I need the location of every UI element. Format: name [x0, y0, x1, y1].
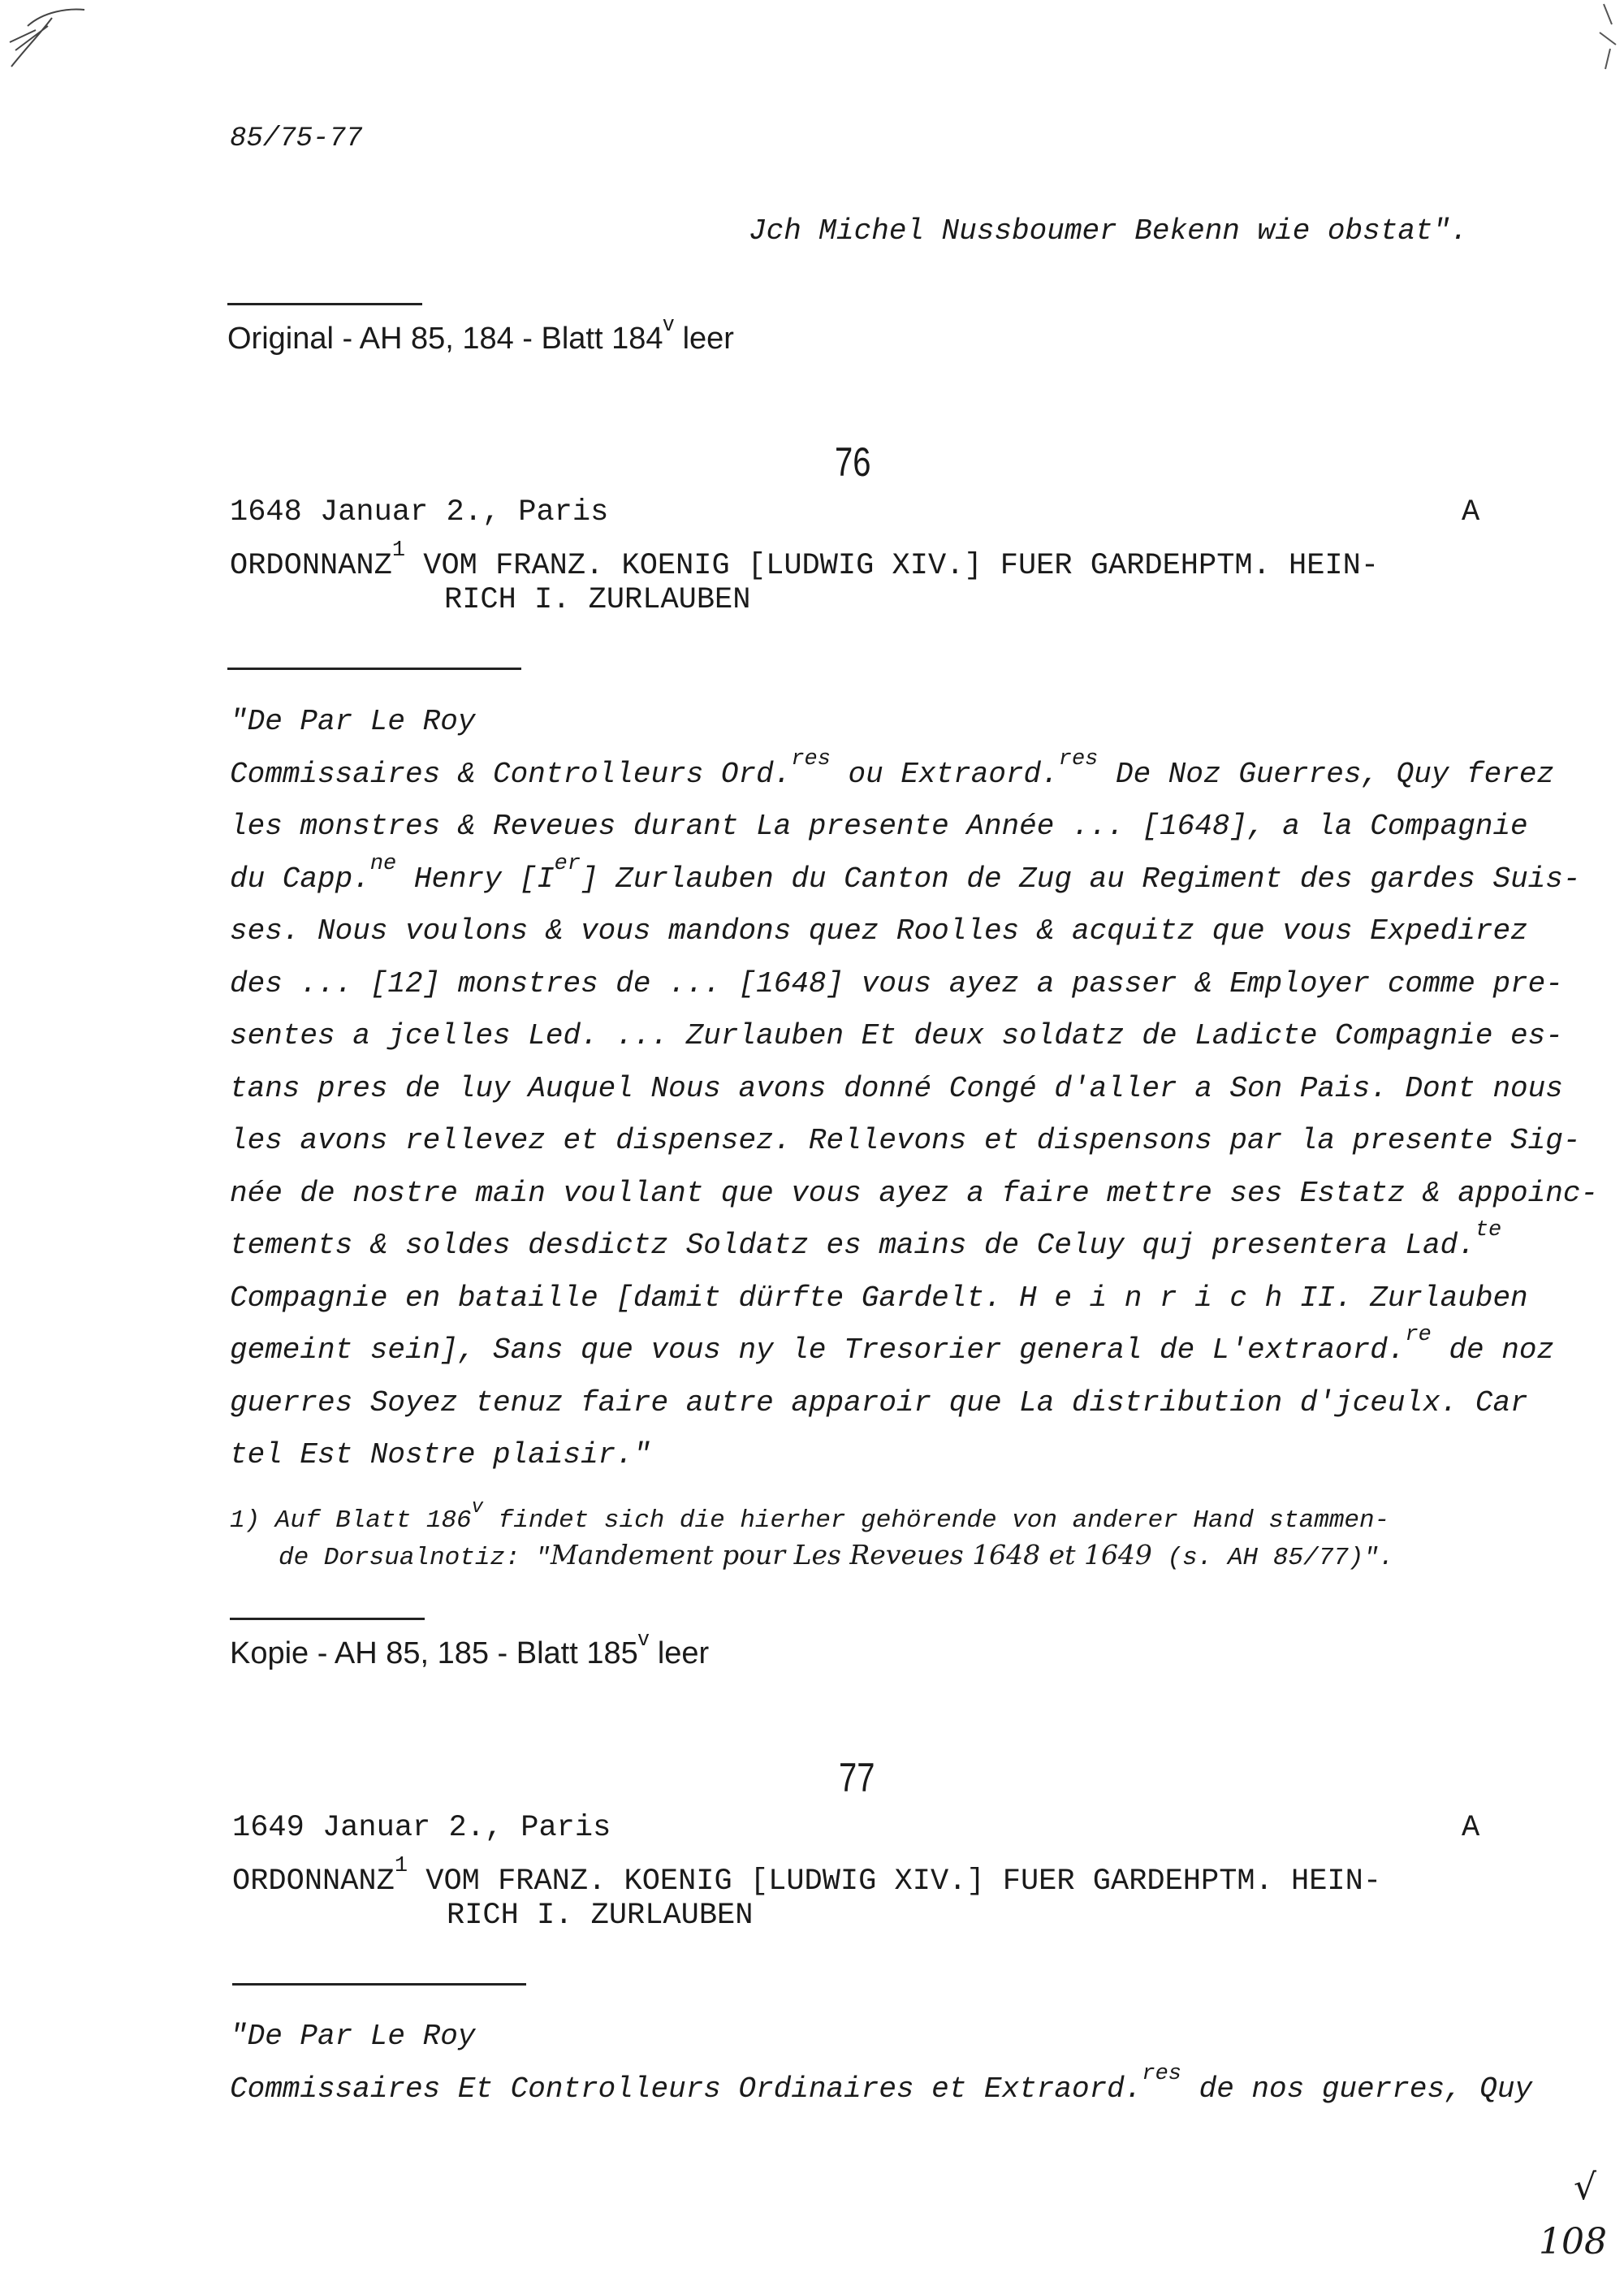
- text-run: ses. Nous voulons & vous mandons quez Roolles & acquitz que vous Expedirez: [230, 914, 1528, 948]
- superscript: res: [791, 746, 831, 771]
- divider: [227, 303, 422, 305]
- superscript: ne: [369, 851, 397, 876]
- text-run: Henry [I: [396, 862, 555, 896]
- text-run: les avons rellevez et dispensez. Rellevons et dispensons par la presente Sig-: [230, 1124, 1581, 1157]
- document-title-line2: RICH I. ZURLAUBEN: [447, 1899, 754, 1933]
- text-line: [230, 2061, 1533, 2106]
- text-line: [230, 705, 475, 738]
- source-line-75: Original - AH 85, 184 - Blatt 184$^v$ leer: [227, 311, 734, 356]
- text-run: Commissaires & Controlleurs Ord.: [230, 757, 792, 791]
- text-line: [230, 914, 1528, 948]
- grade-letter: A: [1462, 495, 1480, 529]
- text-line: [230, 851, 1581, 896]
- source-line-76: Kopie - AH 85, 185 - Blatt 185$^v$ leer: [230, 1626, 710, 1670]
- text-line: [230, 1177, 1598, 1210]
- text-run: des ... [12] monstres de ... [1648] vous ayez a passer & Employer comme pre-: [230, 966, 1563, 1000]
- text-line: [230, 746, 1555, 791]
- text-run: née de nostre main voullant que vous ayez a faire mettre ses Estatz & appoinc-: [230, 1176, 1599, 1210]
- footnote: 1) Auf Blatt 186$^v$ findet sich die hierher gehörende von anderer Hand stammen-: [230, 1497, 1390, 1535]
- superscript: res: [1142, 2061, 1181, 2086]
- superscript: res: [1058, 746, 1099, 771]
- divider: [227, 668, 521, 670]
- text-run: tements & soldes desdictz Soldatz es mains de Celuy quj presentera Lad.: [230, 1229, 1475, 1262]
- document-title: ORDONNANZ$^1$ VOM FRANZ. KOENIG [LUDWIG XIV.] FUER GARDEHPTM. HEIN-: [230, 538, 1380, 583]
- text-run: du Capp.: [230, 862, 370, 896]
- text-run: les monstres & Reveues durant La presente Année ... [1648], a la Compagnie: [230, 810, 1528, 843]
- text-line: [230, 810, 1528, 843]
- text-line: [230, 1072, 1563, 1105]
- superscript: er: [554, 851, 581, 876]
- text-line: [230, 1218, 1502, 1262]
- date-place: 1649 Januar 2., Paris: [232, 1811, 611, 1845]
- edge-mark: [1587, 0, 1624, 73]
- text-line: [230, 1438, 650, 1471]
- text-run: Compagnie en bataille [damit dürfte Gardelt. H e i n r i c h II. Zurlauben: [230, 1281, 1528, 1315]
- footnote-line2: de Dorsualnotiz: "Mandement pour Les Reveues 1648 et 1649 (s. AH 85/77)".: [279, 1539, 1394, 1572]
- corner-scribble: [3, 2, 125, 75]
- text-run: Commissaires Et Controlleurs Ordinaires et Extraord.: [230, 2072, 1142, 2106]
- text-run: ou Extraord.: [830, 757, 1059, 791]
- text-run: "De Par Le Roy: [230, 2020, 476, 2053]
- text-line: [230, 967, 1563, 1000]
- superscript: te: [1475, 1218, 1502, 1242]
- text-run: "De Par Le Roy: [230, 705, 476, 738]
- text-line: [230, 1281, 1528, 1315]
- text-line: [230, 1124, 1580, 1157]
- text-run: de nos guerres, Quy: [1181, 2072, 1533, 2106]
- reference-number: 85/75-77: [230, 123, 363, 154]
- document-number: 76: [835, 439, 871, 485]
- text-line: [230, 1386, 1528, 1420]
- folio-number: 108: [1539, 2221, 1607, 2262]
- text-run: gemeint sein], Sans que vous ny le Tresorier general de L'extraord.: [230, 1333, 1406, 1367]
- check-mark: √: [1574, 2167, 1597, 2208]
- document-title-line2: RICH I. ZURLAUBEN: [444, 583, 751, 617]
- text-line: [230, 1323, 1555, 1367]
- previous-signature: Jch Michel Nussboumer Bekenn wie obstat".: [749, 214, 1468, 248]
- divider: [230, 1618, 425, 1620]
- text-line: [230, 2020, 475, 2053]
- text-run: guerres Soyez tenuz faire autre apparoir que La distribution d'jceulx. Car: [230, 1385, 1528, 1420]
- text-run: tans pres de luy Auquel Nous avons donné Congé d'aller a Son Pais. Dont nous: [230, 1071, 1563, 1105]
- grade-letter: A: [1462, 1811, 1480, 1845]
- text-line: [230, 1019, 1563, 1052]
- text-run: de noz: [1431, 1333, 1555, 1367]
- text-run: De Noz Guerres, Quy ferez: [1098, 757, 1555, 791]
- text-run: tel Est Nostre plaisir.": [230, 1438, 651, 1471]
- text-run: sentes a jcelles Led. ... Zurlauben Et deux soldatz de Ladicte Compagnie es-: [230, 1019, 1563, 1052]
- document-title: ORDONNANZ$^1$ VOM FRANZ. KOENIG [LUDWIG XIV.] FUER GARDEHPTM. HEIN-: [232, 1854, 1382, 1899]
- divider: [232, 1983, 526, 1986]
- document-number: 77: [839, 1755, 875, 1800]
- date-place: 1648 Januar 2., Paris: [230, 495, 609, 529]
- superscript: re: [1405, 1323, 1432, 1347]
- text-run: ] Zurlauben du Canton de Zug au Regiment des gardes Suis-: [581, 862, 1581, 896]
